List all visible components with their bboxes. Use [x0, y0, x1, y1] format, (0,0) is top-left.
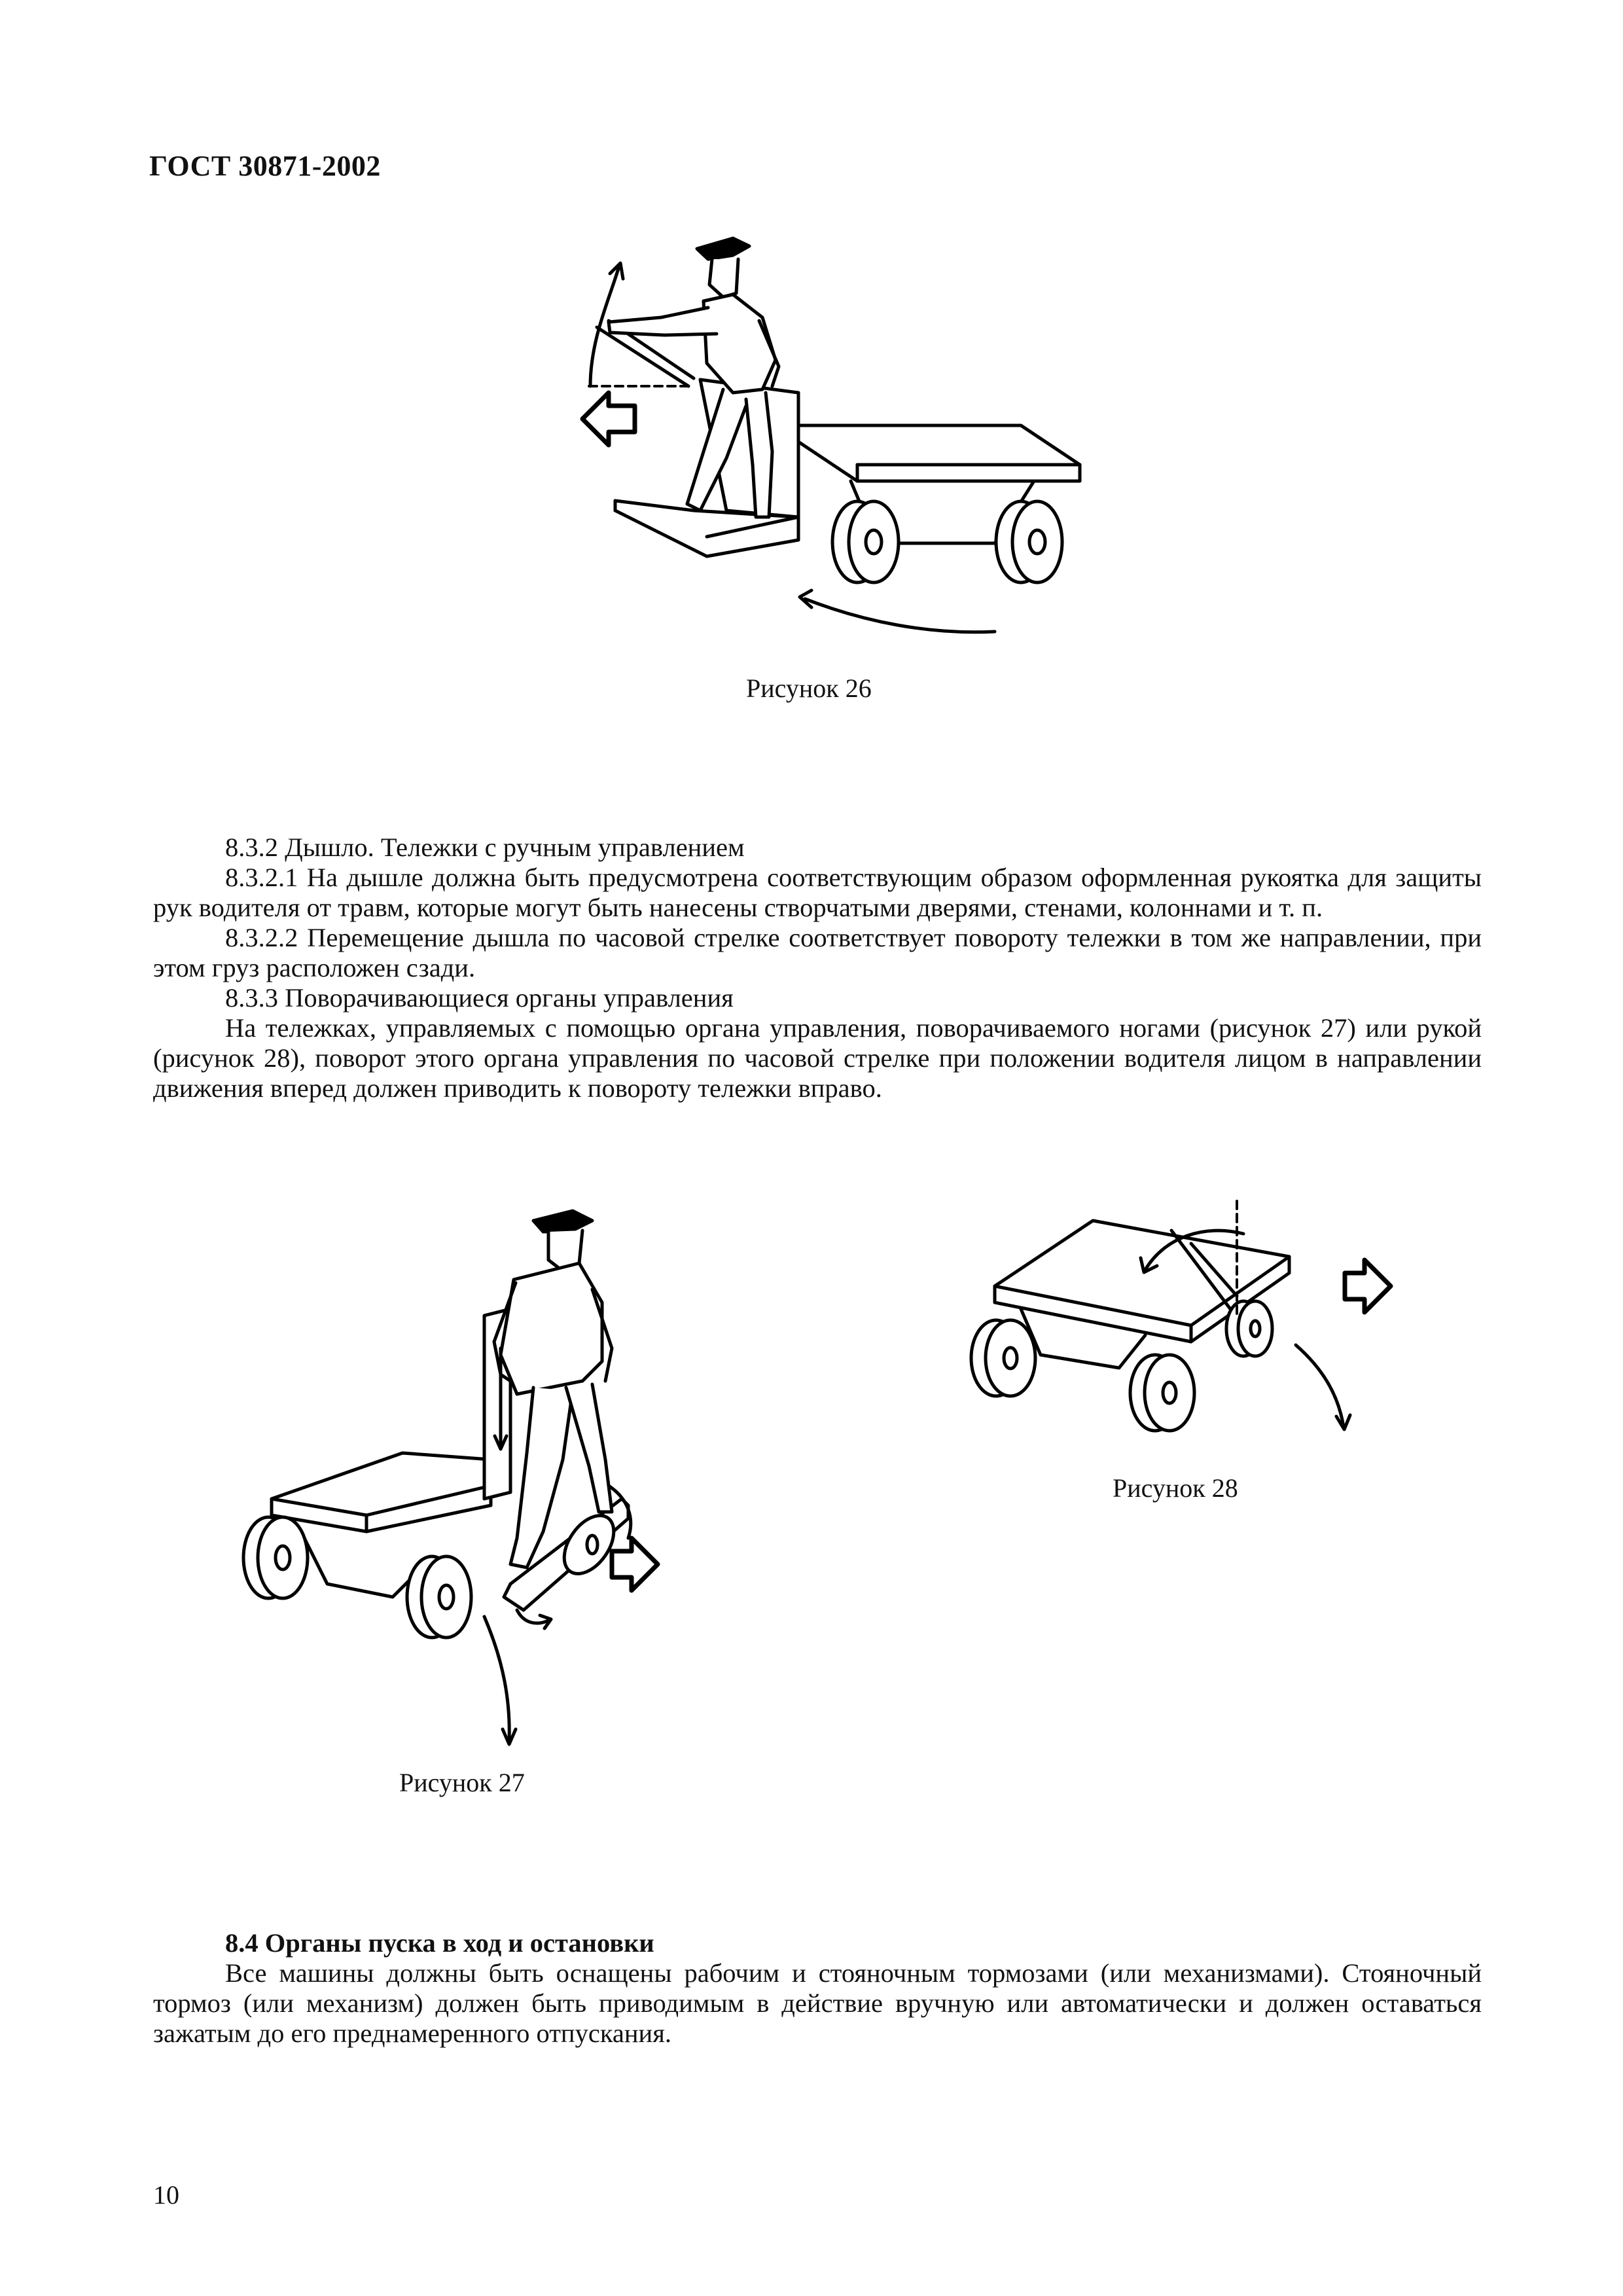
section-8-3-text — [153, 833, 1482, 1103]
figure-26-illustration — [537, 229, 1113, 648]
section-8-4-heading: 8.4 Органы пуска в ход и остановки — [225, 1928, 654, 1958]
figure-27-illustration — [236, 1191, 707, 1767]
para-8-3-3-body: На тележках, управляемых с помощью органа управления, поворачиваемого ногами (рисунок 27) или рукой (рисунок 28), поворот этого органа управления по часовой стрелке при положении водителя лицом в направлении движения вперед должен приводить к повороту тележки вправо. — [153, 1013, 1482, 1103]
para-8-3-2-1: 8.3.2.1 На дышле должна быть предусмотрена соответствующим образом оформленная рукоятка для защиты рук водителя от травм, которые могут быть нанесены створчатыми дверями, стенами, колоннами и т. п. — [153, 863, 1482, 922]
figure-28-caption: Рисунок 28 — [1113, 1473, 1238, 1503]
section-8-4 — [153, 1928, 1482, 2049]
figure-27-caption: Рисунок 27 — [399, 1768, 525, 1797]
figure-26-caption: Рисунок 26 — [746, 673, 872, 703]
para-8-3-3: 8.3.3 Поворачивающиеся органы управления — [225, 983, 734, 1013]
document-code: ГОСТ 30871-2002 — [149, 150, 381, 182]
para-8-3-2-2: 8.3.2.2 Перемещение дышла по часовой стрелке соответствует повороту тележки в том же направлении, при этом груз расположен сзади. — [153, 923, 1482, 982]
para-8-3-2: 8.3.2 Дышло. Тележки с ручным управлением — [225, 833, 745, 862]
section-8-4-text: Все машины должны быть оснащены рабочим и стояночным тормозами (или механизмами). Стояночный тормоз (или механизм) должен быть приводимым в действие вручную или автоматически и должен оставаться зажатым до его преднамеренного отпускания. — [153, 1958, 1482, 2048]
page-number: 10 — [153, 2180, 179, 2210]
figure-28-illustration — [955, 1198, 1440, 1479]
